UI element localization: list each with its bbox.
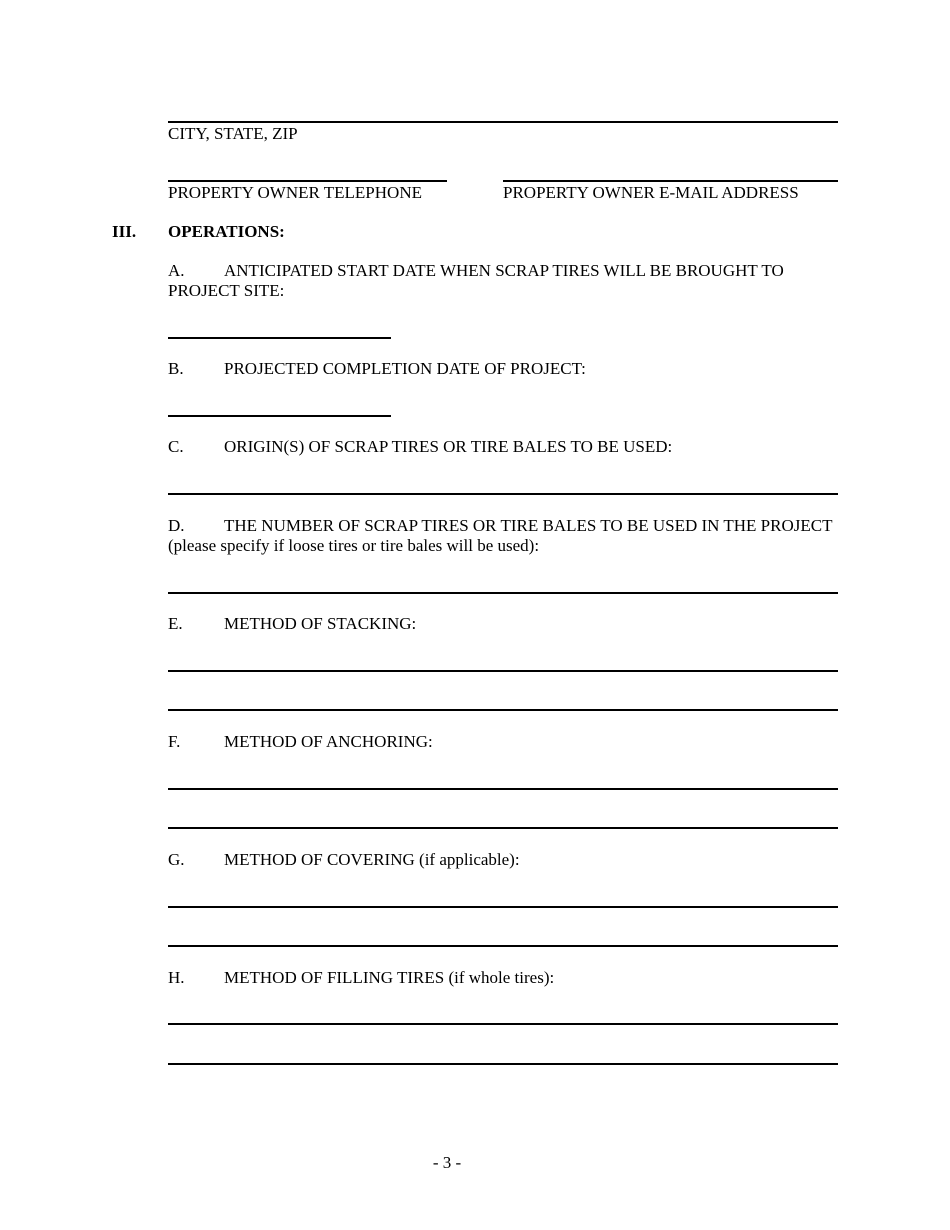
tire-count-line[interactable] [168, 592, 838, 594]
item-d-label-cont: (please specify if loose tires or tire bales will be used): [168, 536, 540, 555]
item-c-label: ORIGIN(S) OF SCRAP TIRES OR TIRE BALES TO BE USED: [224, 437, 673, 456]
item-g-label: METHOD OF COVERING (if applicable): [224, 850, 520, 869]
item-c-letter: C. [168, 437, 184, 456]
item-d-label: THE NUMBER OF SCRAP TIRES OR TIRE BALES TO BE USED IN THE PROJECT [224, 516, 833, 535]
stacking-line-2[interactable] [168, 709, 838, 711]
item-e-letter: E. [168, 614, 183, 633]
filling-line-1[interactable] [168, 1023, 838, 1025]
owner-email-label: PROPERTY OWNER E-MAIL ADDRESS [503, 183, 799, 202]
stacking-line-1[interactable] [168, 670, 838, 672]
item-h-text [168, 968, 554, 988]
covering-line-2[interactable] [168, 945, 838, 947]
anchoring-line-2[interactable] [168, 827, 838, 829]
city-state-zip-line[interactable] [168, 121, 838, 123]
item-c-text [168, 437, 672, 457]
page-number: - 3 - [432, 1153, 462, 1172]
item-a-label-cont: PROJECT SITE: [168, 281, 285, 300]
anchoring-line-1[interactable] [168, 788, 838, 790]
item-a-label: ANTICIPATED START DATE WHEN SCRAP TIRES WILL BE BROUGHT TO [224, 261, 784, 280]
item-d-letter: D. [168, 516, 185, 535]
owner-phone-line[interactable] [168, 180, 447, 182]
origin-line[interactable] [168, 493, 838, 495]
item-e-text [168, 614, 416, 634]
item-g-letter: G. [168, 850, 185, 869]
city-state-zip-label: CITY, STATE, ZIP [168, 124, 298, 143]
item-e-label: METHOD OF STACKING: [224, 614, 417, 633]
item-g-text [168, 850, 520, 870]
covering-line-1[interactable] [168, 906, 838, 908]
item-f-letter: F. [168, 732, 181, 751]
owner-email-line[interactable] [503, 180, 838, 182]
item-h-label: METHOD OF FILLING TIRES (if whole tires): [224, 968, 555, 987]
item-f-label: METHOD OF ANCHORING: [224, 732, 433, 751]
item-b-letter: B. [168, 359, 184, 378]
item-d-text [168, 516, 832, 536]
section-title: OPERATIONS: [168, 222, 285, 241]
item-a-text [168, 261, 784, 281]
item-f-text [168, 732, 433, 752]
start-date-line[interactable] [168, 337, 391, 339]
item-h-letter: H. [168, 968, 185, 987]
item-b-text [168, 359, 586, 379]
filling-line-2[interactable] [168, 1063, 838, 1065]
section-number: III. [112, 222, 137, 241]
owner-phone-label: PROPERTY OWNER TELEPHONE [168, 183, 422, 202]
item-a-letter: A. [168, 261, 185, 280]
item-b-label: PROJECTED COMPLETION DATE OF PROJECT: [224, 359, 586, 378]
completion-date-line[interactable] [168, 415, 391, 417]
